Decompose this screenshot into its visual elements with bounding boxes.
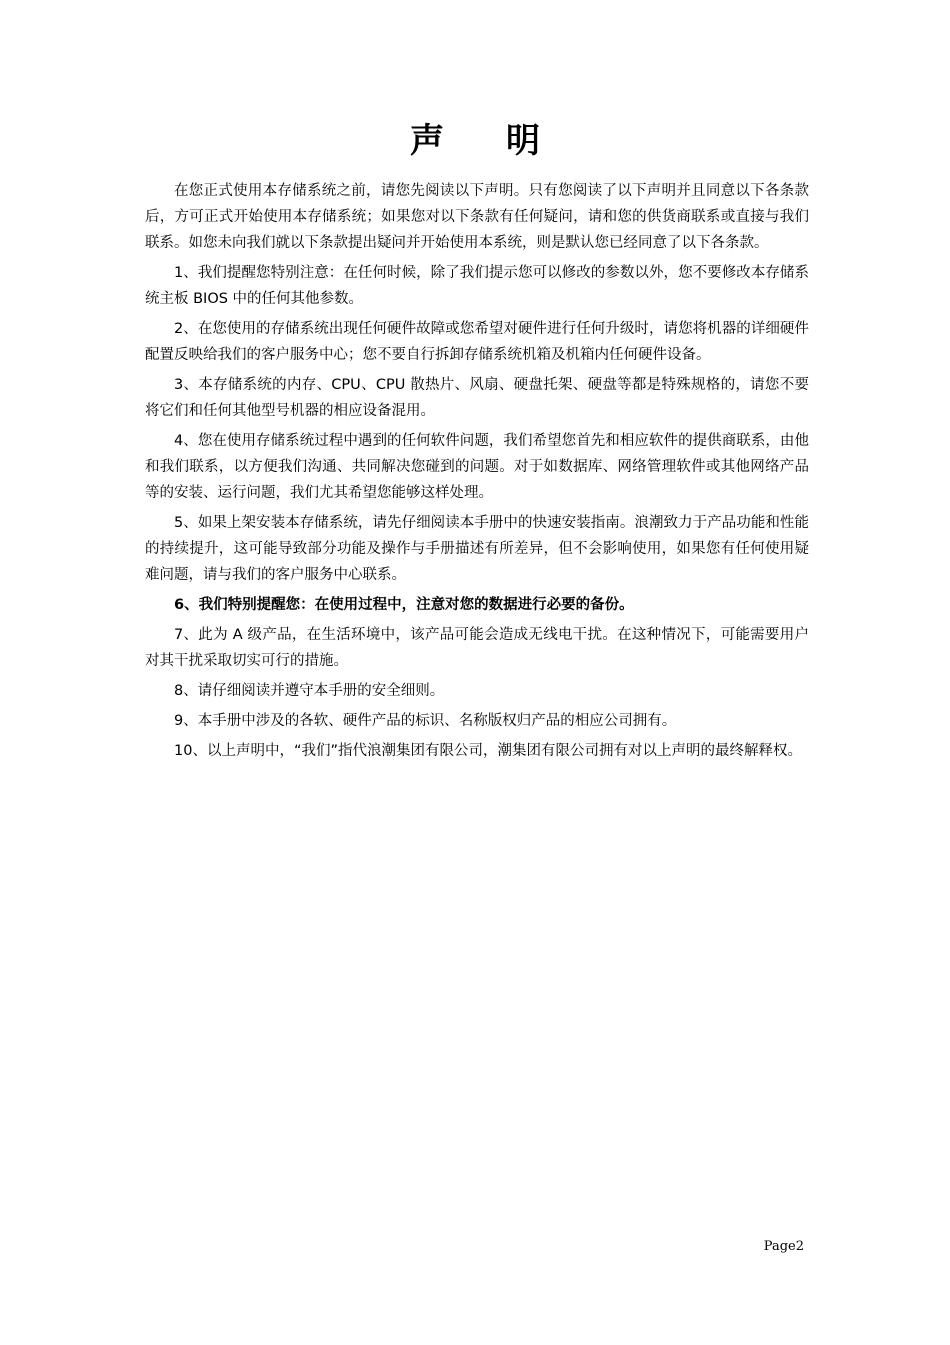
clause-8: 8、请仔细阅读并遵守本手册的安全细则。 [174,683,445,699]
document-title: 声明 [410,121,602,161]
clause-1: 1、我们提醒您特别注意：在任何时候，除了我们提示您可以修改的参数以外，您不要修改本存储系统主板 BIOS 中的任何其他参数。 [145,265,809,307]
clause-9: 9、本手册中涉及的各软、硬件产品的标识、名称版权归产品的相应公司拥有。 [174,713,677,729]
clause-3: 3、本存储系统的内存、CPU、CPU 散热片、风扇、硬盘托架、硬盘等都是特殊规格的，请您不要将它们和任何其他型号机器的相应设备混用。 [145,377,809,419]
clause-6-backup-warning: 6、我们特别提醒您：在使用过程中，注意对您的数据进行必要的备份。 [174,597,634,613]
clause-10: 10、以上声明中，“我们”指代浪潮集团有限公司，潮集团有限公司拥有对以上声明的最终解释权。 [174,743,802,759]
document-body [145,178,809,768]
clause-5: 5、如果上架安装本存储系统，请先仔细阅读本手册中的快速安装指南。浪潮致力于产品功能和性能的持续提升，这可能导致部分功能及操作与手册描述有所差异，但不会影响使用，如果您有任何使用疑难问题，请与我们的客户服务中心联系。 [145,515,809,583]
clause-4: 4、您在使用存储系统过程中遇到的任何软件问题，我们希望您首先和相应软件的提供商联系，由他和我们联系，以方便我们沟通、共同解决您碰到的问题。对于如数据库、网络管理软件或其他网络产品等的安装、运行问题，我们尤其希望您能够这样处理。 [145,433,809,501]
page-number: Page2 [763,1239,804,1254]
clause-7: 7、此为 A 级产品，在生活环境中，该产品可能会造成无线电干扰。在这种情况下，可能需要用户对其干扰采取切实可行的措施。 [145,627,809,669]
intro-paragraph: 在您正式使用本存储系统之前，请您先阅读以下声明。只有您阅读了以下声明并且同意以下各条款后，方可正式开始使用本存储系统；如果您对以下条款有任何疑问，请和您的供货商联系或直接与我们联系。如您未向我们就以下条款提出疑问并开始使用本系统，则是默认您已经同意了以下各条款。 [145,183,809,251]
clause-2: 2、在您使用的存储系统出现任何硬件故障或您希望对硬件进行任何升级时，请您将机器的详细硬件配置反映给我们的客户服务中心；您不要自行拆卸存储系统机箱及机箱内任何硬件设备。 [145,321,809,363]
